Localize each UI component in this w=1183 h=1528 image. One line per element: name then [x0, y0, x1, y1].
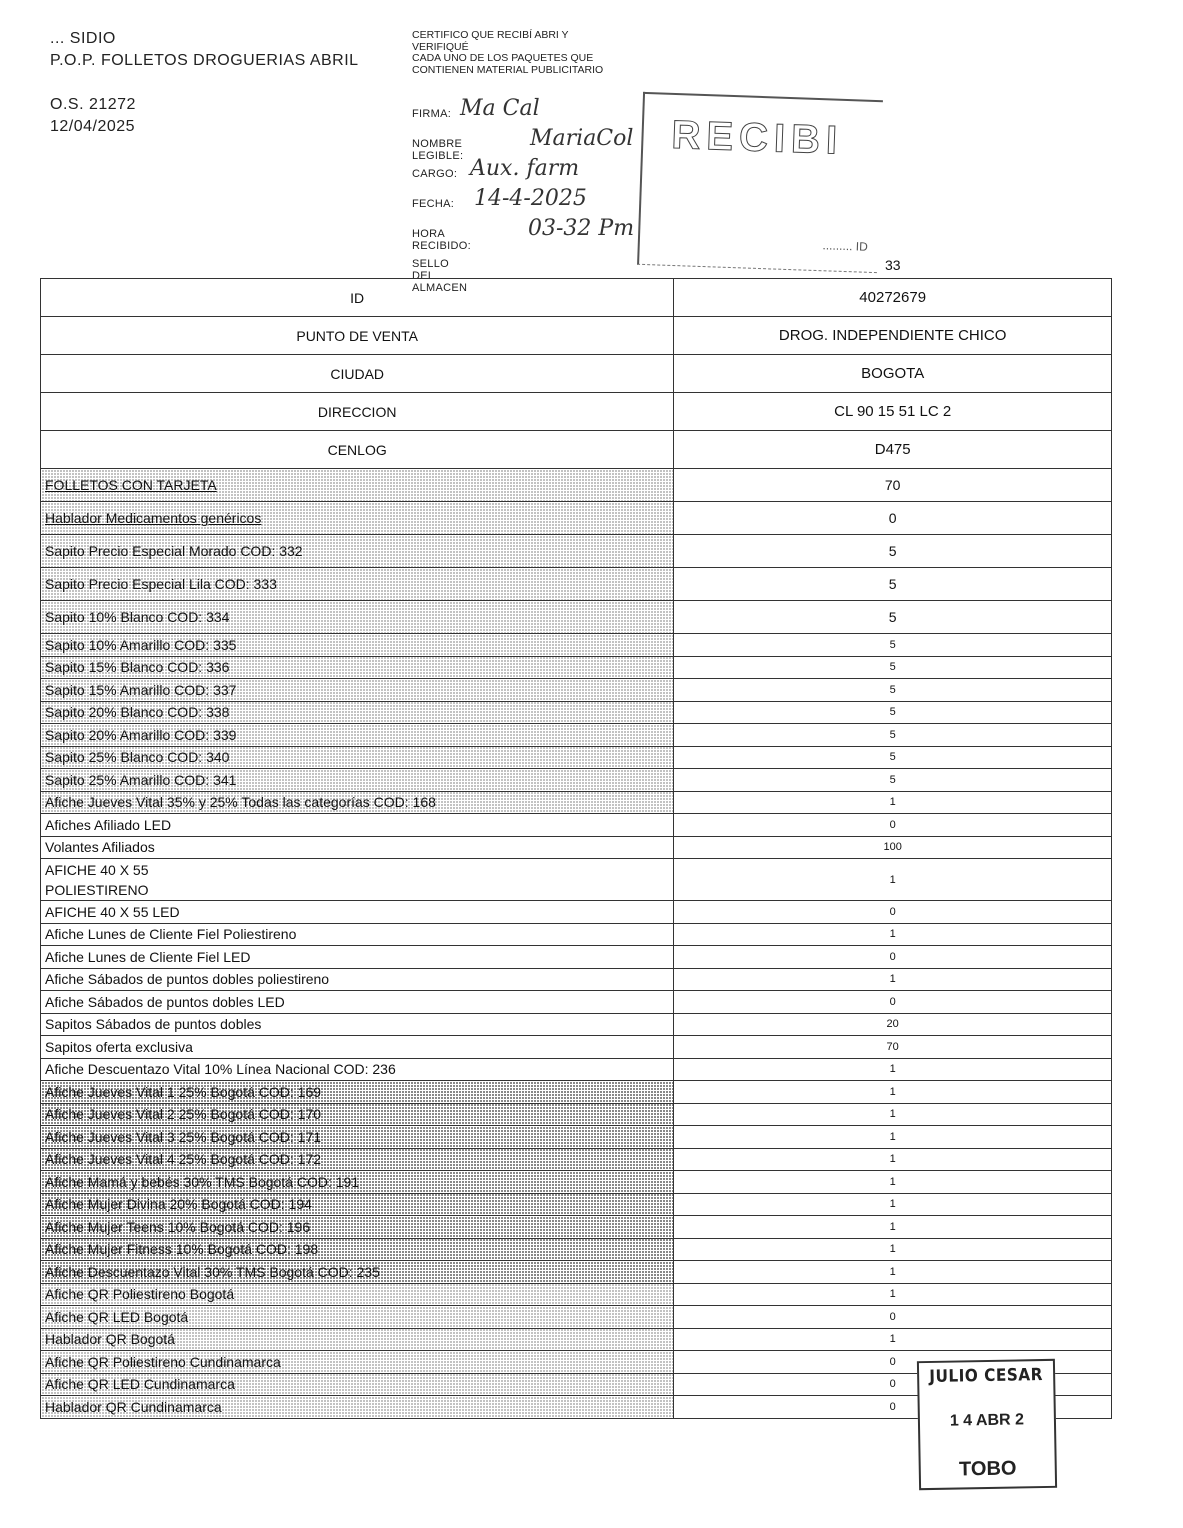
item-qty: 70 — [674, 1036, 1112, 1059]
header-date: 12/04/2025 — [50, 118, 136, 135]
item-qty: 0 — [674, 1351, 1112, 1374]
table-row — [41, 791, 1112, 814]
table-row — [41, 1036, 1112, 1059]
table-row — [41, 317, 1112, 355]
table-row — [41, 279, 1112, 317]
firma-label: FIRMA: — [412, 108, 452, 120]
table-row — [41, 634, 1112, 657]
table-row — [41, 836, 1112, 859]
item-qty: 1 — [674, 1328, 1112, 1351]
item-qty: 20 — [674, 1013, 1112, 1036]
item-label: Afiche Lunes de Cliente Fiel Poliestireno — [41, 923, 674, 946]
cargo-label: CARGO: — [412, 168, 458, 180]
table-row — [41, 724, 1112, 747]
item-label: Afiche Mujer Divina 20% Bogotá COD: 194 — [41, 1193, 674, 1216]
cert-line: VERIFIQUÉ — [412, 40, 469, 53]
table-row — [41, 1126, 1112, 1149]
table-row — [41, 502, 1112, 535]
item-qty: 1 — [674, 1216, 1112, 1239]
cert-line: CADA UNO DE LOS PAQUETES QUE — [412, 52, 594, 64]
table-row — [41, 1148, 1112, 1171]
stamp-place: TOBO — [958, 1457, 1017, 1481]
table-row — [41, 901, 1112, 924]
cert-line: CERTIFICO QUE RECIBÍ ABRI Y — [412, 29, 569, 41]
sello-label: SELLO DEL ALMACEN — [412, 258, 468, 294]
hora-label: HORA RECIBIDO: — [412, 228, 471, 252]
stamp-date: 1 4 ABR 2 — [949, 1411, 1025, 1430]
item-label: Sapito 15% Amarillo COD: 337 — [41, 679, 674, 702]
item-label: Sapito 10% Blanco COD: 334 — [41, 601, 674, 634]
item-label: Afiche Sábados de puntos dobles LED — [41, 991, 674, 1014]
item-qty: 5 — [674, 724, 1112, 747]
fecha-label: FECHA: — [412, 198, 455, 210]
item-qty: 1 — [674, 1261, 1112, 1284]
item-qty: 1 — [674, 791, 1112, 814]
table-row — [41, 656, 1112, 679]
ciudad-value: BOGOTA — [674, 355, 1112, 393]
table-row — [41, 923, 1112, 946]
item-qty: 5 — [674, 601, 1112, 634]
header-line2: P.O.P. FOLLETOS DROGUERIAS ABRIL — [50, 52, 359, 69]
item-qty: 1 — [674, 859, 1112, 901]
warehouse-stamp: RECIBI ......... ID — [637, 92, 883, 273]
item-label: Hablador QR Bogotá — [41, 1328, 674, 1351]
table-row — [41, 1058, 1112, 1081]
table-row — [41, 1081, 1112, 1104]
item-qty: 1 — [674, 1171, 1112, 1194]
item-label-line: AFICHE 40 X 55 — [45, 861, 149, 878]
item-label: Afiche Jueves Vital 4 25% Bogotá COD: 172 — [41, 1148, 674, 1171]
item-qty: 0 — [674, 1306, 1112, 1329]
item-qty: 1 — [674, 1126, 1112, 1149]
item-label: Afiche Mujer Teens 10% Bogotá COD: 196 — [41, 1216, 674, 1239]
item-qty: 0 — [674, 1396, 1112, 1419]
item-label: Afiches Afiliado LED — [41, 814, 674, 837]
item-label: Afiche Jueves Vital 3 25% Bogotá COD: 171 — [41, 1126, 674, 1149]
id-label: ID — [41, 279, 674, 317]
table-row — [41, 746, 1112, 769]
item-label: FOLLETOS CON TARJETA — [41, 469, 674, 502]
item-label: Sapito 20% Amarillo COD: 339 — [41, 724, 674, 747]
nombre-label: NOMBRE LEGIBLE: — [412, 138, 464, 162]
punto-venta-label: PUNTO DE VENTA — [41, 317, 674, 355]
table-row — [41, 859, 1112, 901]
item-label: Afiche Descuentazo Vital 10% Línea Nacional COD: 236 — [41, 1058, 674, 1081]
item-label: Sapito 25% Blanco COD: 340 — [41, 746, 674, 769]
item-qty: 1 — [674, 923, 1112, 946]
item-qty: 1 — [674, 1081, 1112, 1104]
stamp-name: JULIO CESAR — [929, 1365, 1044, 1387]
table-row — [41, 393, 1112, 431]
item-qty: 0 — [674, 901, 1112, 924]
item-qty: 5 — [674, 679, 1112, 702]
header-line1: ... SIDIO — [50, 30, 116, 47]
table-row — [41, 679, 1112, 702]
direccion-value: CL 90 15 51 LC 2 — [674, 393, 1112, 431]
table-row — [41, 431, 1112, 469]
table-row — [41, 1283, 1112, 1306]
item-label: Afiche Lunes de Cliente Fiel LED — [41, 946, 674, 969]
item-qty: 0 — [674, 502, 1112, 535]
item-label: Afiche Jueves Vital 2 25% Bogotá COD: 170 — [41, 1103, 674, 1126]
header-os: O.S. 21272 — [50, 96, 136, 113]
item-label: Afiche QR LED Bogotá — [41, 1306, 674, 1329]
item-qty: 0 — [674, 814, 1112, 837]
item-qty: 70 — [674, 469, 1112, 502]
table-row — [41, 568, 1112, 601]
item-label: Afiche Jueves Vital 35% y 25% Todas las categorías COD: 168 — [41, 791, 674, 814]
item-label: AFICHE 40 X 55 LED — [41, 901, 674, 924]
cert-line: CONTIENEN MATERIAL PUBLICITARIO — [412, 63, 604, 76]
item-label: Afiche Descuentazo Vital 30% TMS Bogotá COD: 235 — [41, 1261, 674, 1284]
id-value: 40272679 — [674, 279, 1112, 317]
item-qty: 0 — [674, 946, 1112, 969]
item-qty: 5 — [674, 746, 1112, 769]
table-row — [41, 1216, 1112, 1239]
item-label: Afiche Mujer Fitness 10% Bogotá COD: 198 — [41, 1238, 674, 1261]
item-qty: 1 — [674, 1283, 1112, 1306]
table-row — [41, 1306, 1112, 1329]
table-row — [41, 946, 1112, 969]
item-label: Afiche Jueves Vital 1 25% Bogotá COD: 169 — [41, 1081, 674, 1104]
item-qty: 100 — [674, 836, 1112, 859]
table-row — [41, 769, 1112, 792]
materials-table — [40, 278, 1112, 1419]
cenlog-value: D475 — [674, 431, 1112, 469]
direccion-label: DIRECCION — [41, 393, 674, 431]
hora-value: 03-32 Pm — [528, 216, 635, 241]
item-label: Afiche QR Poliestireno Cundinamarca — [41, 1351, 674, 1374]
item-qty: 0 — [674, 1373, 1112, 1396]
table-row — [41, 535, 1112, 568]
table-row — [41, 469, 1112, 502]
table-row — [41, 1261, 1112, 1284]
item-label: Afiche Sábados de puntos dobles poliestireno — [41, 968, 674, 991]
ciudad-label: CIUDAD — [41, 355, 674, 393]
table-row — [41, 1103, 1112, 1126]
item-qty: 5 — [674, 769, 1112, 792]
item-label: Hablador Medicamentos genéricos — [41, 502, 674, 535]
item-label — [41, 859, 674, 901]
item-label: Sapito Precio Especial Morado COD: 332 — [41, 535, 674, 568]
item-qty: 1 — [674, 1193, 1112, 1216]
table-row — [41, 355, 1112, 393]
item-qty: 5 — [674, 701, 1112, 724]
firma-value: Ma Cal — [460, 96, 540, 121]
table-row — [41, 701, 1112, 724]
item-qty: 1 — [674, 1058, 1112, 1081]
item-label: Sapitos Sábados de puntos dobles — [41, 1013, 674, 1036]
item-qty: 1 — [674, 968, 1112, 991]
table-row — [41, 1193, 1112, 1216]
item-label: Sapitos oferta exclusiva — [41, 1036, 674, 1059]
item-qty: 1 — [674, 1103, 1112, 1126]
item-label: Afiche QR Poliestireno Bogotá — [41, 1283, 674, 1306]
table-row — [41, 1238, 1112, 1261]
nombre-value: MariaCol — [530, 126, 634, 151]
cenlog-label: CENLOG — [41, 431, 674, 469]
table-row — [41, 601, 1112, 634]
punto-venta-value: DROG. INDEPENDIENTE CHICO — [674, 317, 1112, 355]
table-row — [41, 968, 1112, 991]
item-qty: 1 — [674, 1148, 1112, 1171]
item-qty: 0 — [674, 991, 1112, 1014]
fecha-value: 14-4-2025 — [474, 186, 587, 211]
item-label: Volantes Afiliados — [41, 836, 674, 859]
cargo-value: Aux. farm — [470, 156, 580, 181]
table-row — [41, 1328, 1112, 1351]
table-row — [41, 991, 1112, 1014]
table-row — [41, 1013, 1112, 1036]
item-label: Sapito Precio Especial Lila COD: 333 — [41, 568, 674, 601]
item-label: Sapito 25% Amarillo COD: 341 — [41, 769, 674, 792]
page-number: 33 — [885, 257, 901, 273]
item-label: Hablador QR Cundinamarca — [41, 1396, 674, 1419]
item-label: Sapito 20% Blanco COD: 338 — [41, 701, 674, 724]
document-header — [50, 28, 359, 138]
item-label: Afiche QR LED Cundinamarca — [41, 1373, 674, 1396]
item-qty: 5 — [674, 568, 1112, 601]
certificate-text — [412, 30, 662, 76]
receipt-stamp — [917, 1359, 1057, 1490]
table-row — [41, 814, 1112, 837]
item-label: Sapito 10% Amarillo COD: 335 — [41, 634, 674, 657]
item-qty: 5 — [674, 634, 1112, 657]
item-qty: 5 — [674, 656, 1112, 679]
item-qty: 1 — [674, 1238, 1112, 1261]
item-qty: 5 — [674, 535, 1112, 568]
item-label-line: POLIESTIRENO — [45, 881, 149, 898]
item-label: Afiche Mamá y bebés 30% TMS Bogotá COD: 191 — [41, 1171, 674, 1194]
table-row — [41, 1171, 1112, 1194]
item-label: Sapito 15% Blanco COD: 336 — [41, 656, 674, 679]
